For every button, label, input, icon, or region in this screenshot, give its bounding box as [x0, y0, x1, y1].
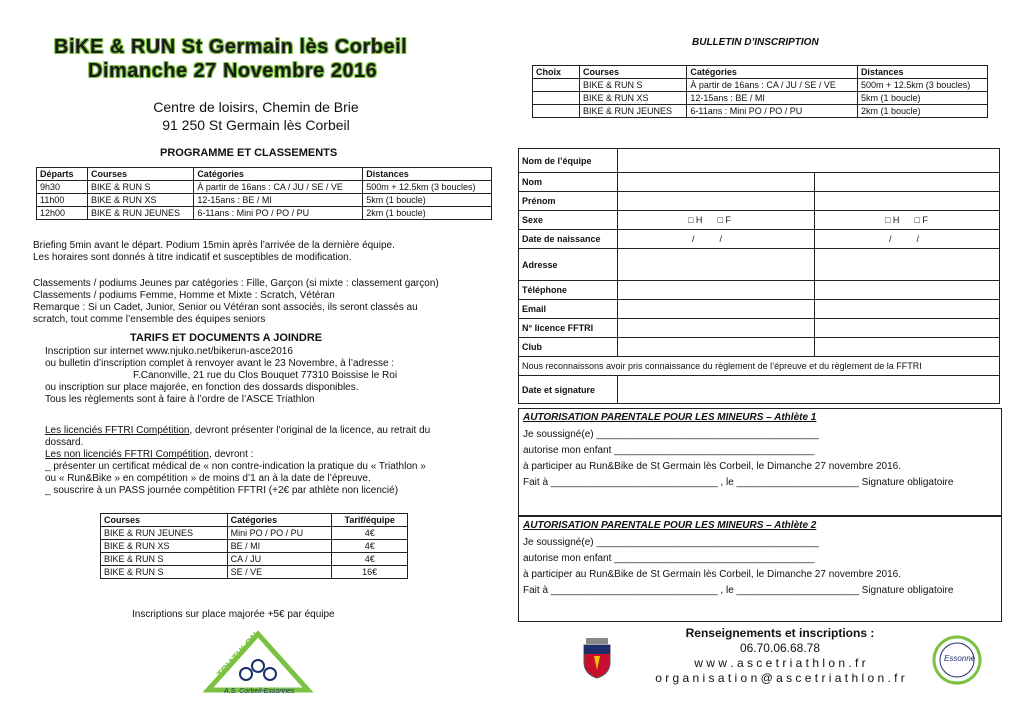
licencies-label: Les licenciés FFTRI Compétition [45, 425, 190, 436]
table-row [101, 566, 408, 579]
licence-field-2[interactable] [815, 319, 1000, 338]
nom-label: Nom [519, 173, 618, 192]
table-header-row [533, 66, 988, 79]
cell: BIKE & RUN XS [88, 194, 194, 207]
cell: 2km (1 boucle) [363, 207, 492, 220]
cell: BIKE & RUN XS [101, 540, 228, 553]
nonlicencies-text: , devront : [208, 449, 254, 460]
form-row-sexe [519, 211, 1000, 230]
signature-field[interactable] [618, 376, 1000, 404]
licencies-text: , devront présenter l’original de la licence, au retrait du [189, 425, 431, 436]
table-row [533, 79, 988, 92]
telephone-field-1[interactable] [618, 281, 815, 300]
event-title: BiKE & RUN St Germain lès Corbeil [54, 36, 408, 58]
cell: 4€ [332, 553, 408, 566]
venue-address [0, 98, 512, 134]
table-row [101, 553, 408, 566]
sexe-h-checkbox[interactable]: □ H [885, 215, 900, 225]
choix-checkbox-cell[interactable] [533, 92, 580, 105]
col-header: Catégories [194, 168, 363, 181]
contact-title: Renseignements et inscriptions : [685, 626, 875, 640]
cell: BIKE & RUN S [580, 79, 687, 92]
col-header: Catégories [227, 514, 332, 527]
sexe-label: Sexe [519, 211, 618, 230]
auth1-participation: à participer au Run&Bike de St Germain lès Corbeil, le Dimanche 27 novembre 2016. [523, 461, 901, 472]
email-label: Email [519, 300, 618, 319]
sexe-f-checkbox[interactable]: □ F [914, 215, 928, 225]
contact-website[interactable]: w w w . a s c e t r i a t h l o n . f r [694, 656, 866, 670]
prenom-label: Prénom [519, 192, 618, 211]
col-header: Catégories [687, 66, 858, 79]
bulletin-title: BULLETIN D’INSCRIPTION [692, 37, 819, 48]
cell: 12-15ans : BE / MI [687, 92, 858, 105]
cell: 12-15ans : BE / MI [194, 194, 363, 207]
equipe-field[interactable] [618, 149, 1000, 173]
choix-table [532, 65, 988, 118]
licencies-line-2: dossard. [45, 437, 84, 448]
contact-block [630, 626, 930, 685]
form-row-equipe [519, 149, 1000, 173]
col-header: Tarif/équipe [332, 514, 408, 527]
col-header: Distances [363, 168, 492, 181]
cell: BIKE & RUN S [101, 553, 228, 566]
programme-table [36, 167, 492, 220]
form-row-nom [519, 173, 1000, 192]
licencies-line [45, 425, 430, 437]
registration-form [518, 148, 1000, 404]
table-header-row [101, 514, 408, 527]
licence-label: N° licence FFTRI [519, 319, 618, 338]
tarifs-line: ou inscription sur place majorée, en fonction des dossards disponibles. [45, 382, 359, 393]
cell: BIKE & RUN JEUNES [101, 527, 228, 540]
briefing-line: Les horaires sont donnés à titre indicatif et susceptibles de modification. [33, 252, 352, 263]
cell: 6-11ans : Mini PO / PO / PU [194, 207, 363, 220]
tarif-table [100, 513, 408, 579]
email-field-1[interactable] [618, 300, 815, 319]
form-row-prenom [519, 192, 1000, 211]
prenom-field-2[interactable] [815, 192, 1000, 211]
auth1-title: AUTORISATION PARENTALE POUR LES MINEURS – Athlète 1 [523, 412, 817, 423]
classement-line: Classements / podiums Femme, Homme et Mixte : Scratch, Vétéran [33, 290, 335, 301]
table-row [533, 92, 988, 105]
telephone-label: Téléphone [519, 281, 618, 300]
cell: BIKE & RUN S [101, 566, 228, 579]
cell: 12h00 [37, 207, 88, 220]
cell: 4€ [332, 527, 408, 540]
email-field-2[interactable] [815, 300, 1000, 319]
form-row-licence [519, 319, 1000, 338]
nonlicencies-line: ou « Run&Bike » en compétition » de moins d’1 an à la date de l’épreuve. [45, 473, 371, 484]
triathlon-club-logo [198, 628, 318, 698]
choix-checkbox-cell[interactable] [533, 105, 580, 118]
table-row [37, 181, 492, 194]
table-row [37, 194, 492, 207]
telephone-field-2[interactable] [815, 281, 1000, 300]
form-row-email [519, 300, 1000, 319]
auth2-participation: à participer au Run&Bike de St Germain lès Corbeil, le Dimanche 27 novembre 2016. [523, 569, 901, 580]
auth2-fait-a[interactable]: Fait à ______________________________ , le ______________________ Signature obligatoire [523, 585, 954, 596]
table-row [101, 527, 408, 540]
auth2-soussigne[interactable]: Je soussigné(e) ________________________________________ [523, 537, 819, 548]
auth1-soussigne[interactable]: Je soussigné(e) ________________________________________ [523, 429, 819, 440]
auth2-title: AUTORISATION PARENTALE POUR LES MINEURS – Athlète 2 [523, 520, 817, 531]
nonlicencies-label: Les non licenciés FFTRI Compétition [45, 449, 209, 460]
tarifs-line: ou bulletin d’inscription complet à renvoyer avant le 23 Novembre, à l’adresse : [45, 358, 395, 369]
cell: 9h30 [37, 181, 88, 194]
classements-block [33, 278, 439, 326]
col-header: Départs [37, 168, 88, 181]
cell: BE / MI [227, 540, 332, 553]
essonne-logo-text: Essonne [944, 654, 976, 663]
sexe-field-2[interactable] [815, 211, 1000, 230]
col-header: Distances [857, 66, 987, 79]
event-date: Dimanche 27 Novembre 2016 [88, 60, 378, 82]
table-row [37, 207, 492, 220]
form-row-signature [519, 376, 1000, 404]
club-field-2[interactable] [815, 338, 1000, 357]
logo-triathlon-text: TRIATHLON [215, 630, 262, 681]
cell: À partir de 16ans : CA / JU / SE / VE [687, 79, 858, 92]
majoree-note: Inscriptions sur place majorée +5€ par équipe [132, 609, 335, 620]
auth1-fait-a[interactable]: Fait à ______________________________ , le ______________________ Signature obligatoire [523, 477, 954, 488]
club-field-1[interactable] [618, 338, 815, 357]
address-line-1: Centre de loisirs, Chemin de Brie [153, 99, 359, 115]
cell: BIKE & RUN JEUNES [88, 207, 194, 220]
signature-label: Date et signature [519, 376, 618, 404]
equipe-label: Nom de l’équipe [519, 149, 618, 173]
nom-field-1[interactable] [618, 173, 815, 192]
parental-authorization-1 [518, 408, 1002, 516]
sexe-h-checkbox[interactable]: □ H [688, 215, 703, 225]
form-row-naissance [519, 230, 1000, 249]
cell: 11h00 [37, 194, 88, 207]
cell: 2km (1 boucle) [857, 105, 987, 118]
naissance-field-2[interactable]: / / [815, 230, 1000, 249]
col-header: Courses [101, 514, 228, 527]
table-header-row [37, 168, 492, 181]
nonlicencies-line [45, 449, 430, 461]
form-row-telephone [519, 281, 1000, 300]
essonne-logo [930, 634, 984, 686]
sexe-field-1[interactable] [618, 211, 815, 230]
naissance-field-1[interactable]: / / [618, 230, 815, 249]
col-header: Courses [580, 66, 687, 79]
cell: 5km (1 boucle) [363, 194, 492, 207]
cell: 500m + 12.5km (3 boucles) [857, 79, 987, 92]
town-shield-logo [580, 636, 614, 680]
licence-block [45, 425, 430, 497]
cell: BIKE & RUN S [88, 181, 194, 194]
cell: 6-11ans : Mini PO / PO / PU [687, 105, 858, 118]
nonlicencies-line: _ présenter un certificat médical de « non contre-indication la pratique du « Triathlon » [45, 461, 426, 472]
form-row-reconnaissance [519, 357, 1000, 376]
cell: 5km (1 boucle) [857, 92, 987, 105]
tarifs-block [45, 346, 397, 406]
shield-icon [580, 636, 614, 680]
classement-line: Classements / podiums Jeunes par catégories : Fille, Garçon (si mixte : classement garçon) [33, 278, 439, 289]
classement-line: Remarque : Si un Cadet, Junior, Senior ou Vétéran sont associés, ils seront classés au [33, 302, 418, 313]
club-label: Club [519, 338, 618, 357]
briefing-line: Briefing 5min avant le départ. Podium 15min après l’arrivée de la dernière équipe. [33, 240, 395, 251]
classement-line: scratch, tout comme l’ensemble des équipes seniors [33, 314, 266, 325]
form-row-club [519, 338, 1000, 357]
adresse-field-1[interactable] [618, 249, 815, 281]
cell: 500m + 12.5km (3 boucles) [363, 181, 492, 194]
cell: À partir de 16ans : CA / JU / SE / VE [194, 181, 363, 194]
naissance-label: Date de naissance [519, 230, 618, 249]
cell: 16€ [332, 566, 408, 579]
cell: 4€ [332, 540, 408, 553]
col-header: Courses [88, 168, 194, 181]
tarifs-line: F.Canonville, 21 rue du Clos Bouquet 77310 Boissise le Roi [133, 370, 398, 381]
tarifs-heading: TARIFS ET DOCUMENTS A JOINDRE [130, 332, 323, 344]
cell: SE / VE [227, 566, 332, 579]
form-row-adresse [519, 249, 1000, 281]
licence-field-1[interactable] [618, 319, 815, 338]
table-row [533, 105, 988, 118]
adresse-label: Adresse [519, 249, 618, 281]
parental-authorization-2 [518, 516, 1002, 622]
cell: BIKE & RUN XS [580, 92, 687, 105]
cell: Mini PO / PO / PU [227, 527, 332, 540]
contact-email[interactable]: o r g a n i s a t i o n @ a s c e t r i a t h l o n . f r [655, 671, 905, 685]
choix-checkbox-cell[interactable] [533, 79, 580, 92]
briefing-block [33, 240, 395, 264]
contact-phone[interactable]: 06.70.06.68.78 [739, 641, 821, 655]
adresse-field-2[interactable] [815, 249, 1000, 281]
logo-club-text: A.S. Corbeil-Essonnes [224, 688, 295, 695]
address-line-2: 91 250 St Germain lès Corbeil [162, 117, 350, 133]
cell: CA / JU [227, 553, 332, 566]
reconnaissance-text: Nous reconnaissons avoir pris connaissance du règlement de l’épreuve et du règlement de la FFTRI [519, 357, 1000, 376]
tarifs-line: Inscription sur internet www.njuko.net/bikerun-asce2016 [45, 346, 293, 357]
sexe-f-checkbox[interactable]: □ F [717, 215, 731, 225]
tarifs-line: Tous les règlements sont à faire à l’ordre de l’ASCE Triathlon [45, 394, 315, 405]
programme-heading: PROGRAMME ET CLASSEMENTS [160, 147, 338, 159]
auth1-enfant[interactable]: autorise mon enfant ____________________________________ [523, 445, 815, 456]
table-row [101, 540, 408, 553]
prenom-field-1[interactable] [618, 192, 815, 211]
nonlicencies-line: _ souscrire à un PASS journée compétition FFTRI (+2€ par athlète non licencié) [45, 485, 399, 496]
nom-field-2[interactable] [815, 173, 1000, 192]
cell: BIKE & RUN JEUNES [580, 105, 687, 118]
col-header: Choix [533, 66, 580, 79]
auth2-enfant[interactable]: autorise mon enfant ____________________________________ [523, 553, 815, 564]
